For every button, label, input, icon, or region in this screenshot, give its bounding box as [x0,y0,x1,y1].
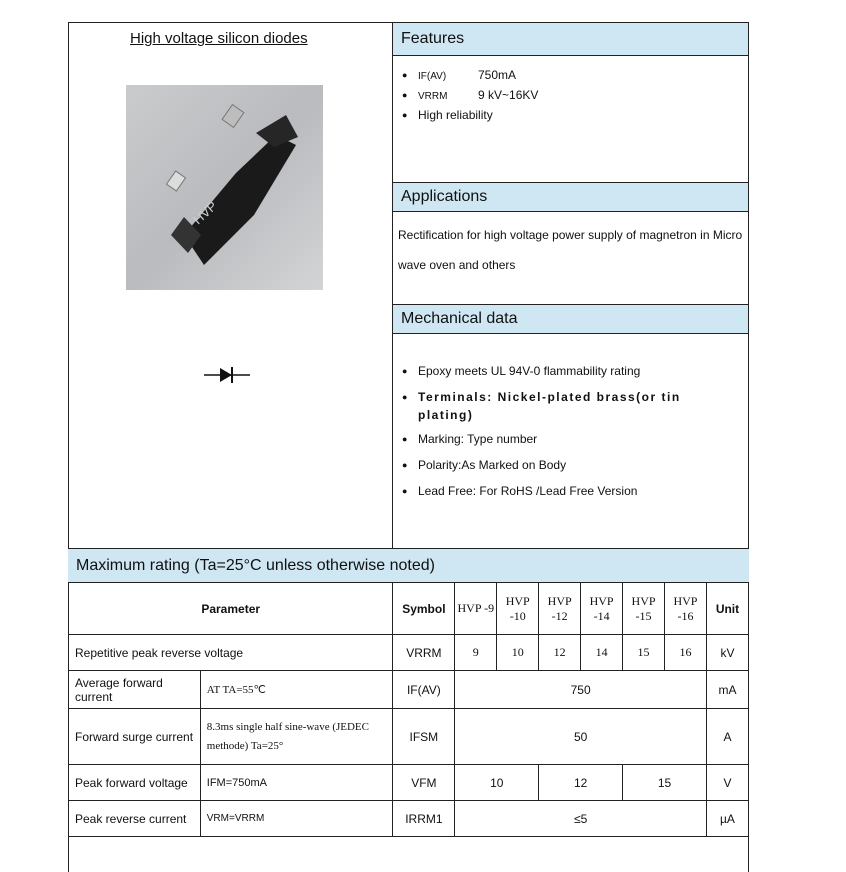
page-title: High voltage silicon diodes [130,30,308,47]
col-symbol: Symbol [393,583,455,635]
col-parameter: Parameter [69,583,393,635]
value-cell: 12 [539,635,581,671]
feature-item: ● High reliability [400,106,700,124]
features-header: Features [393,22,748,56]
mechanical-item: ● Terminals: Nickel-plated brass(or tin plating) [400,388,730,424]
col-type: HVP -16 [665,583,707,635]
param-cell: Average forward current [69,671,201,709]
unit-cell: mA [706,671,748,709]
table-header-row [69,583,749,635]
mechanical-header: Mechanical data [393,304,748,334]
symbol-cell: IF(AV) [393,671,455,709]
frame-divider [392,22,393,548]
mechanical-item: ● Polarity:As Marked on Body [400,456,730,474]
param-cell: Repetitive peak reverse voltage [69,635,393,671]
rating-table [68,582,749,837]
diode-marking-text: HVP [189,198,220,228]
value-cell: 10 [455,765,539,801]
diode-symbol-icon [202,364,252,386]
col-type: HVP -9 [455,583,497,635]
table-row [69,635,749,671]
symbol-cell: VFM [393,765,455,801]
col-unit: Unit [706,583,748,635]
param-cell: Forward surge current [69,709,201,765]
product-photo [126,85,323,290]
condition-cell: 8.3ms single half sine-wave (JEDEC methode) Ta=25° [200,709,393,765]
rating-header: Maximum rating (Ta=25°C unless otherwise noted) [68,548,749,582]
symbol-cell: VRRM [393,635,455,671]
diode-package-image [126,85,323,290]
unit-cell: V [706,765,748,801]
value-cell: 10 [497,635,539,671]
condition-cell: VRM=VRRM [200,801,393,837]
mechanical-item: ● Lead Free: For RoHS /Lead Free Version [400,482,730,500]
unit-cell: µA [706,801,748,837]
table-row [69,765,749,801]
applications-text: Rectification for high voltage power supply of magnetron in Micro wave oven and others [398,228,743,272]
table-row [69,801,749,837]
unit-cell: A [706,709,748,765]
col-type: HVP -12 [539,583,581,635]
mechanical-list [400,362,730,500]
value-cell: ≤5 [455,801,707,837]
applications-header: Applications [393,182,748,212]
symbol-cell: IRRM1 [393,801,455,837]
table-row [69,671,749,709]
value-cell: 16 [665,635,707,671]
condition-cell: IFM=750mA [200,765,393,801]
value-cell: 9 [455,635,497,671]
features-list [400,66,700,124]
col-type: HVP -15 [623,583,665,635]
mechanical-item: ● Marking: Type number [400,430,730,448]
col-type: HVP -14 [581,583,623,635]
value-cell: 12 [539,765,623,801]
feature-item: ● VRRM 9 kV~16KV [400,86,700,106]
table-row [69,709,749,765]
value-cell: 50 [455,709,707,765]
param-cell: Peak reverse current [69,801,201,837]
value-cell: 15 [623,765,707,801]
col-type: HVP -10 [497,583,539,635]
mechanical-item: ● Epoxy meets UL 94V-0 flammability rating [400,362,730,380]
feature-item: ● IF(AV) 750mA [400,66,700,86]
value-cell: 750 [455,671,707,709]
unit-cell: kV [706,635,748,671]
value-cell: 14 [581,635,623,671]
condition-cell: AT TA=55℃ [200,671,393,709]
symbol-cell: IFSM [393,709,455,765]
value-cell: 15 [623,635,665,671]
param-cell: Peak forward voltage [69,765,201,801]
